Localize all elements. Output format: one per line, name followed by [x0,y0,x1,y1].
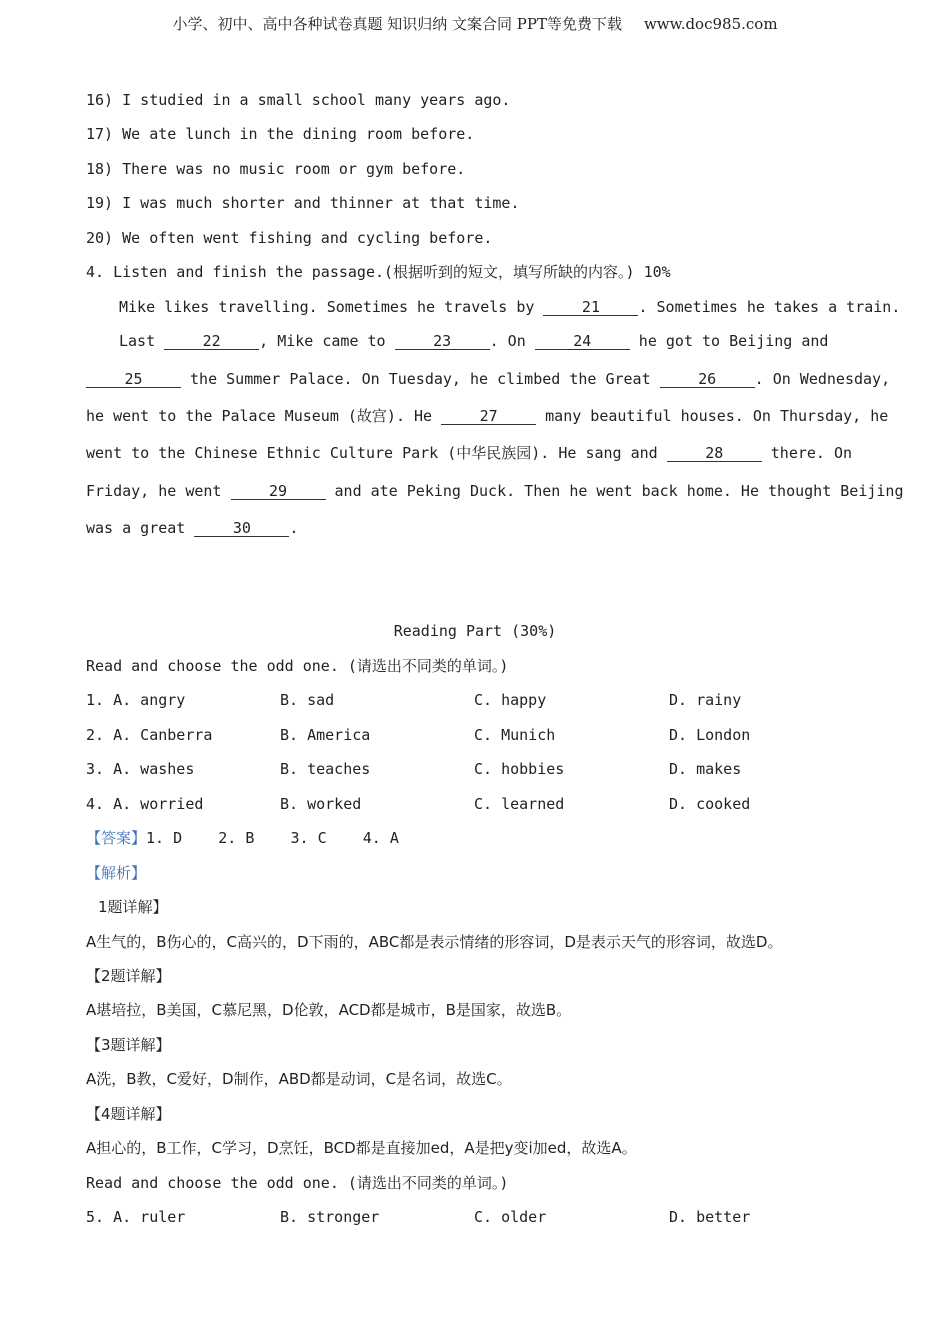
blank-26[interactable]: 26 [660,369,755,389]
passage-text: he went to the Palace Museum (故宫). He [86,407,442,425]
passage-text: went to the Chinese Ethnic Culture Park (中华民族园). He sang and [86,444,667,462]
q4-option-a: 4. A. worried [86,795,204,813]
q5-option-d: D. better [669,1208,751,1226]
q3-option-d: D. makes [669,760,742,778]
passage-text: . [289,519,299,537]
detail-3-title: 【3题详解】 [86,1036,171,1054]
answer-text: 1. D 2. B 3. C 4. A [146,829,399,847]
statement-17: 17) We ate lunch in the dining room before. [86,125,475,143]
q2-option-d: D. London [669,726,751,744]
passage-line-2 [119,331,828,351]
statement-16: 16) I studied in a small school many years ago. [86,91,511,109]
passage-line-5 [86,443,852,463]
passage-text: there. On [761,444,853,462]
detail-4-title: 【4题详解】 [86,1105,171,1123]
passage-text: . On [489,332,535,350]
reading-instruction-2: Read and choose the odd one. (请选出不同类的单词。) [86,1174,509,1192]
q1-option-d: D. rainy [669,691,742,709]
page-header [0,13,950,34]
statement-20: 20) We often went fishing and cycling before. [86,229,493,247]
blank-24[interactable]: 24 [535,331,630,351]
analysis-label: 【解析】 [86,864,147,882]
passage-text: , Mike came to [259,332,395,350]
passage-text: Friday, he went [86,482,231,500]
passage-text: . Sometimes he takes a train. [638,298,901,316]
q3-option-a: 3. A. washes [86,760,195,778]
passage-line-3 [86,369,890,389]
detail-1-title: 1题详解】 [98,898,168,916]
header-title: 小学、初中、高中各种试卷真题 知识归纳 文案合同 PPT等免费下载 [172,15,622,33]
reading-part-title: Reading Part (30%) [393,622,557,640]
q5-option-c: C. older [474,1208,547,1226]
passage-text: Mike likes travelling. Sometimes he travels by [119,298,544,316]
reading-instruction: Read and choose the odd one. (请选出不同类的单词。) [86,657,509,675]
q2-option-a: 2. A. Canberra [86,726,213,744]
statement-18: 18) There was no music room or gym before. [86,160,466,178]
q1-option-a: 1. A. angry [86,691,186,709]
q5-option-b: B. stronger [280,1208,380,1226]
q2-option-b: B. America [280,726,371,744]
passage-text: many beautiful houses. On Thursday, he [536,407,889,425]
detail-2-title: 【2题详解】 [86,967,171,985]
q4-option-b: B. worked [280,795,362,813]
detail-4-text: A担心的，B工作，C学习，D烹饪，BCD都是直接加ed，A是把y变i加ed，故选A。 [86,1139,637,1157]
detail-3-text: A洗，B教，C爱好，D制作，ABD都是动词，C是名词，故选C。 [86,1070,512,1088]
passage-text: he got to Beijing and [629,332,829,350]
blank-23[interactable]: 23 [395,331,490,351]
q5-option-a: 5. A. ruler [86,1208,186,1226]
q4-option-d: D. cooked [669,795,751,813]
passage-text: . On Wednesday, [754,370,891,388]
blank-22[interactable]: 22 [164,331,259,351]
statement-19: 19) I was much shorter and thinner at that time. [86,194,520,212]
passage-line-1 [119,297,900,317]
answer-line [86,828,399,848]
header-site: www.doc985.com [643,15,778,33]
answer-label: 【答案】 [86,829,147,847]
passage-text: and ate Peking Duck. Then he went back home. He thought Beijing [325,482,904,500]
blank-29[interactable]: 29 [231,481,326,501]
passage-line-4 [86,406,888,426]
passage-text: Last [119,332,165,350]
q1-option-c: C. happy [474,691,547,709]
blank-21[interactable]: 21 [543,297,638,317]
q3-option-b: B. teaches [280,760,371,778]
q1-option-b: B. sad [280,691,335,709]
q3-option-c: C. hobbies [474,760,565,778]
section-4-title: 4. Listen and finish the passage.(根据听到的短文，填写所缺的内容。) 10% [86,263,671,281]
passage-text: the Summer Palace. On Tuesday, he climbed the Great [181,370,660,388]
blank-25[interactable]: 25 [86,369,181,389]
detail-2-text: A堪培拉，B美国，C慕尼黑，D伦敦，ACD都是城市，B是国家，故选B。 [86,1001,572,1019]
blank-28[interactable]: 28 [667,443,762,463]
q2-option-c: C. Munich [474,726,556,744]
passage-text: was a great [86,519,195,537]
q4-option-c: C. learned [474,795,565,813]
blank-30[interactable]: 30 [194,518,289,538]
blank-27[interactable]: 27 [441,406,536,426]
passage-line-6 [86,481,903,501]
detail-1-text: A生气的，B伤心的，C高兴的，D下雨的，ABC都是表示情绪的形容词，D是表示天气的形容词，故选D。 [86,933,783,951]
passage-line-7 [86,518,298,538]
